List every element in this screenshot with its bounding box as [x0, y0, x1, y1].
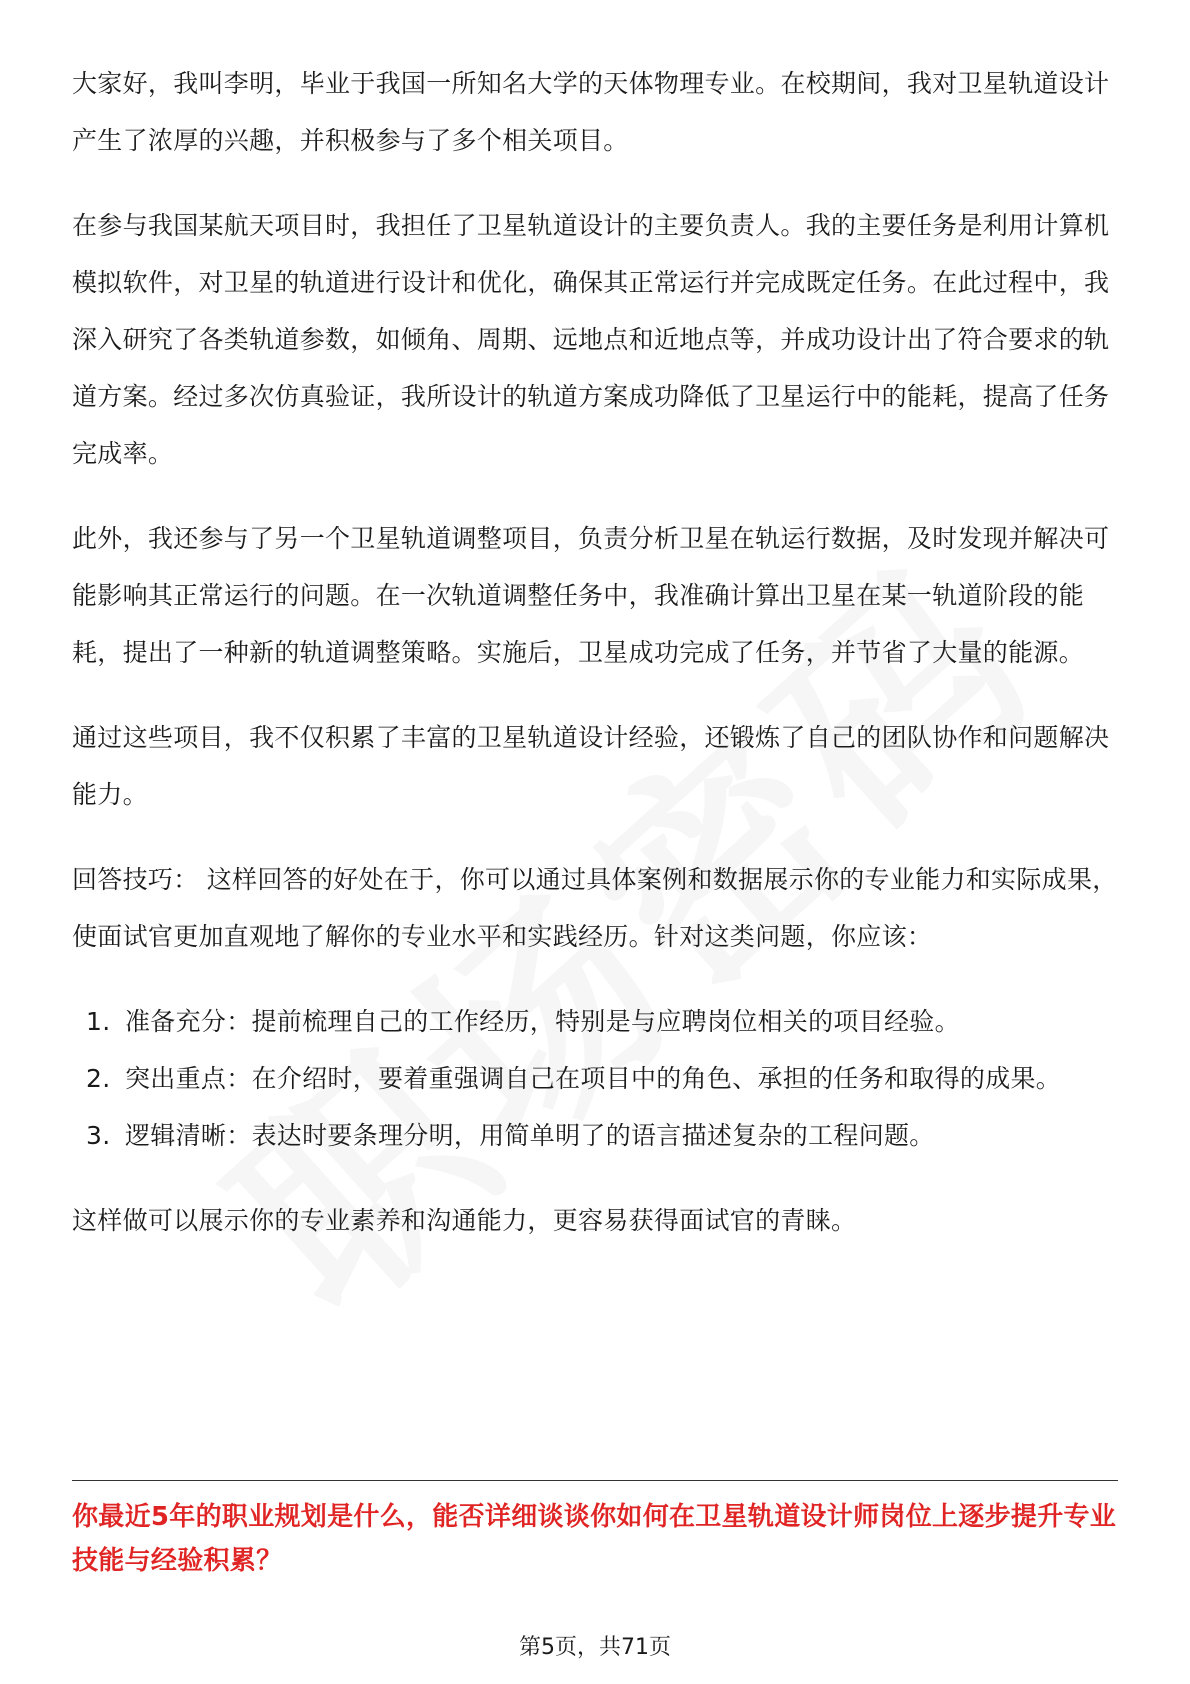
paragraph-intro: 大家好，我叫李明，毕业于我国一所知名大学的天体物理专业。在校期间，我对卫星轨道设计产生了浓厚的兴趣，并积极参与了多个相关项目。	[72, 69, 1110, 155]
list-item-number: 2.	[86, 1064, 111, 1093]
paragraph-project-two: 此外，我还参与了另一个卫星轨道调整项目，负责分析卫星在轨运行数据，及时发现并解决可能影响其正常运行的问题。在一次轨道调整任务中，我准确计算出卫星在某一轨道阶段的能耗，提出了一种新的轨道调整策略。实施后，卫星成功完成了任务，并节省了大量的能源。	[72, 524, 1110, 667]
tips-list	[72, 993, 1118, 1164]
list-item-text: 突出重点：在介绍时，要着重强调自己在项目中的角色、承担的任务和取得的成果。	[125, 1064, 1062, 1093]
next-question-heading: 你最近5年的职业规划是什么，能否详细谈谈你如何在卫星轨道设计师岗位上逐步提升专业技能与经验积累？	[72, 1502, 1117, 1576]
list-item-text: 逻辑清晰：表达时要条理分明，用简单明了的语言描述复杂的工程问题。	[125, 1121, 935, 1150]
list-item	[72, 1107, 1118, 1164]
list-item	[72, 1050, 1118, 1107]
list-item-number: 1.	[86, 1007, 111, 1036]
list-item	[72, 993, 1118, 1050]
answer-body	[72, 55, 1118, 1277]
page-number: 第5页，共71页	[519, 1635, 671, 1660]
list-item-text: 准备充分：提前梳理自己的工作经历，特别是与应聘岗位相关的项目经验。	[125, 1007, 960, 1036]
paragraph-answer-tips: 回答技巧： 这样回答的好处在于，你可以通过具体案例和数据展示你的专业能力和实际成果，使面试官更加直观地了解你的专业水平和实践经历。针对这类问题，你应该：	[72, 865, 1118, 951]
paragraph-closing: 这样做可以展示你的专业素养和沟通能力，更容易获得面试官的青睐。	[72, 1206, 857, 1235]
section-divider	[72, 1480, 1118, 1481]
paragraph-summary: 通过这些项目，我不仅积累了丰富的卫星轨道设计经验，还锻炼了自己的团队协作和问题解决能力。	[72, 723, 1110, 809]
paragraph-project-one: 在参与我国某航天项目时，我担任了卫星轨道设计的主要负责人。我的主要任务是利用计算机模拟软件，对卫星的轨道进行设计和优化，确保其正常运行并完成既定任务。在此过程中，我深入研究了各类轨道参数，如倾角、周期、远地点和近地点等，并成功设计出了符合要求的轨道方案。经过多次仿真验证，我所设计的轨道方案成功降低了卫星运行中的能耗，提高了任务完成率。	[72, 211, 1110, 468]
list-item-number: 3.	[86, 1121, 111, 1150]
